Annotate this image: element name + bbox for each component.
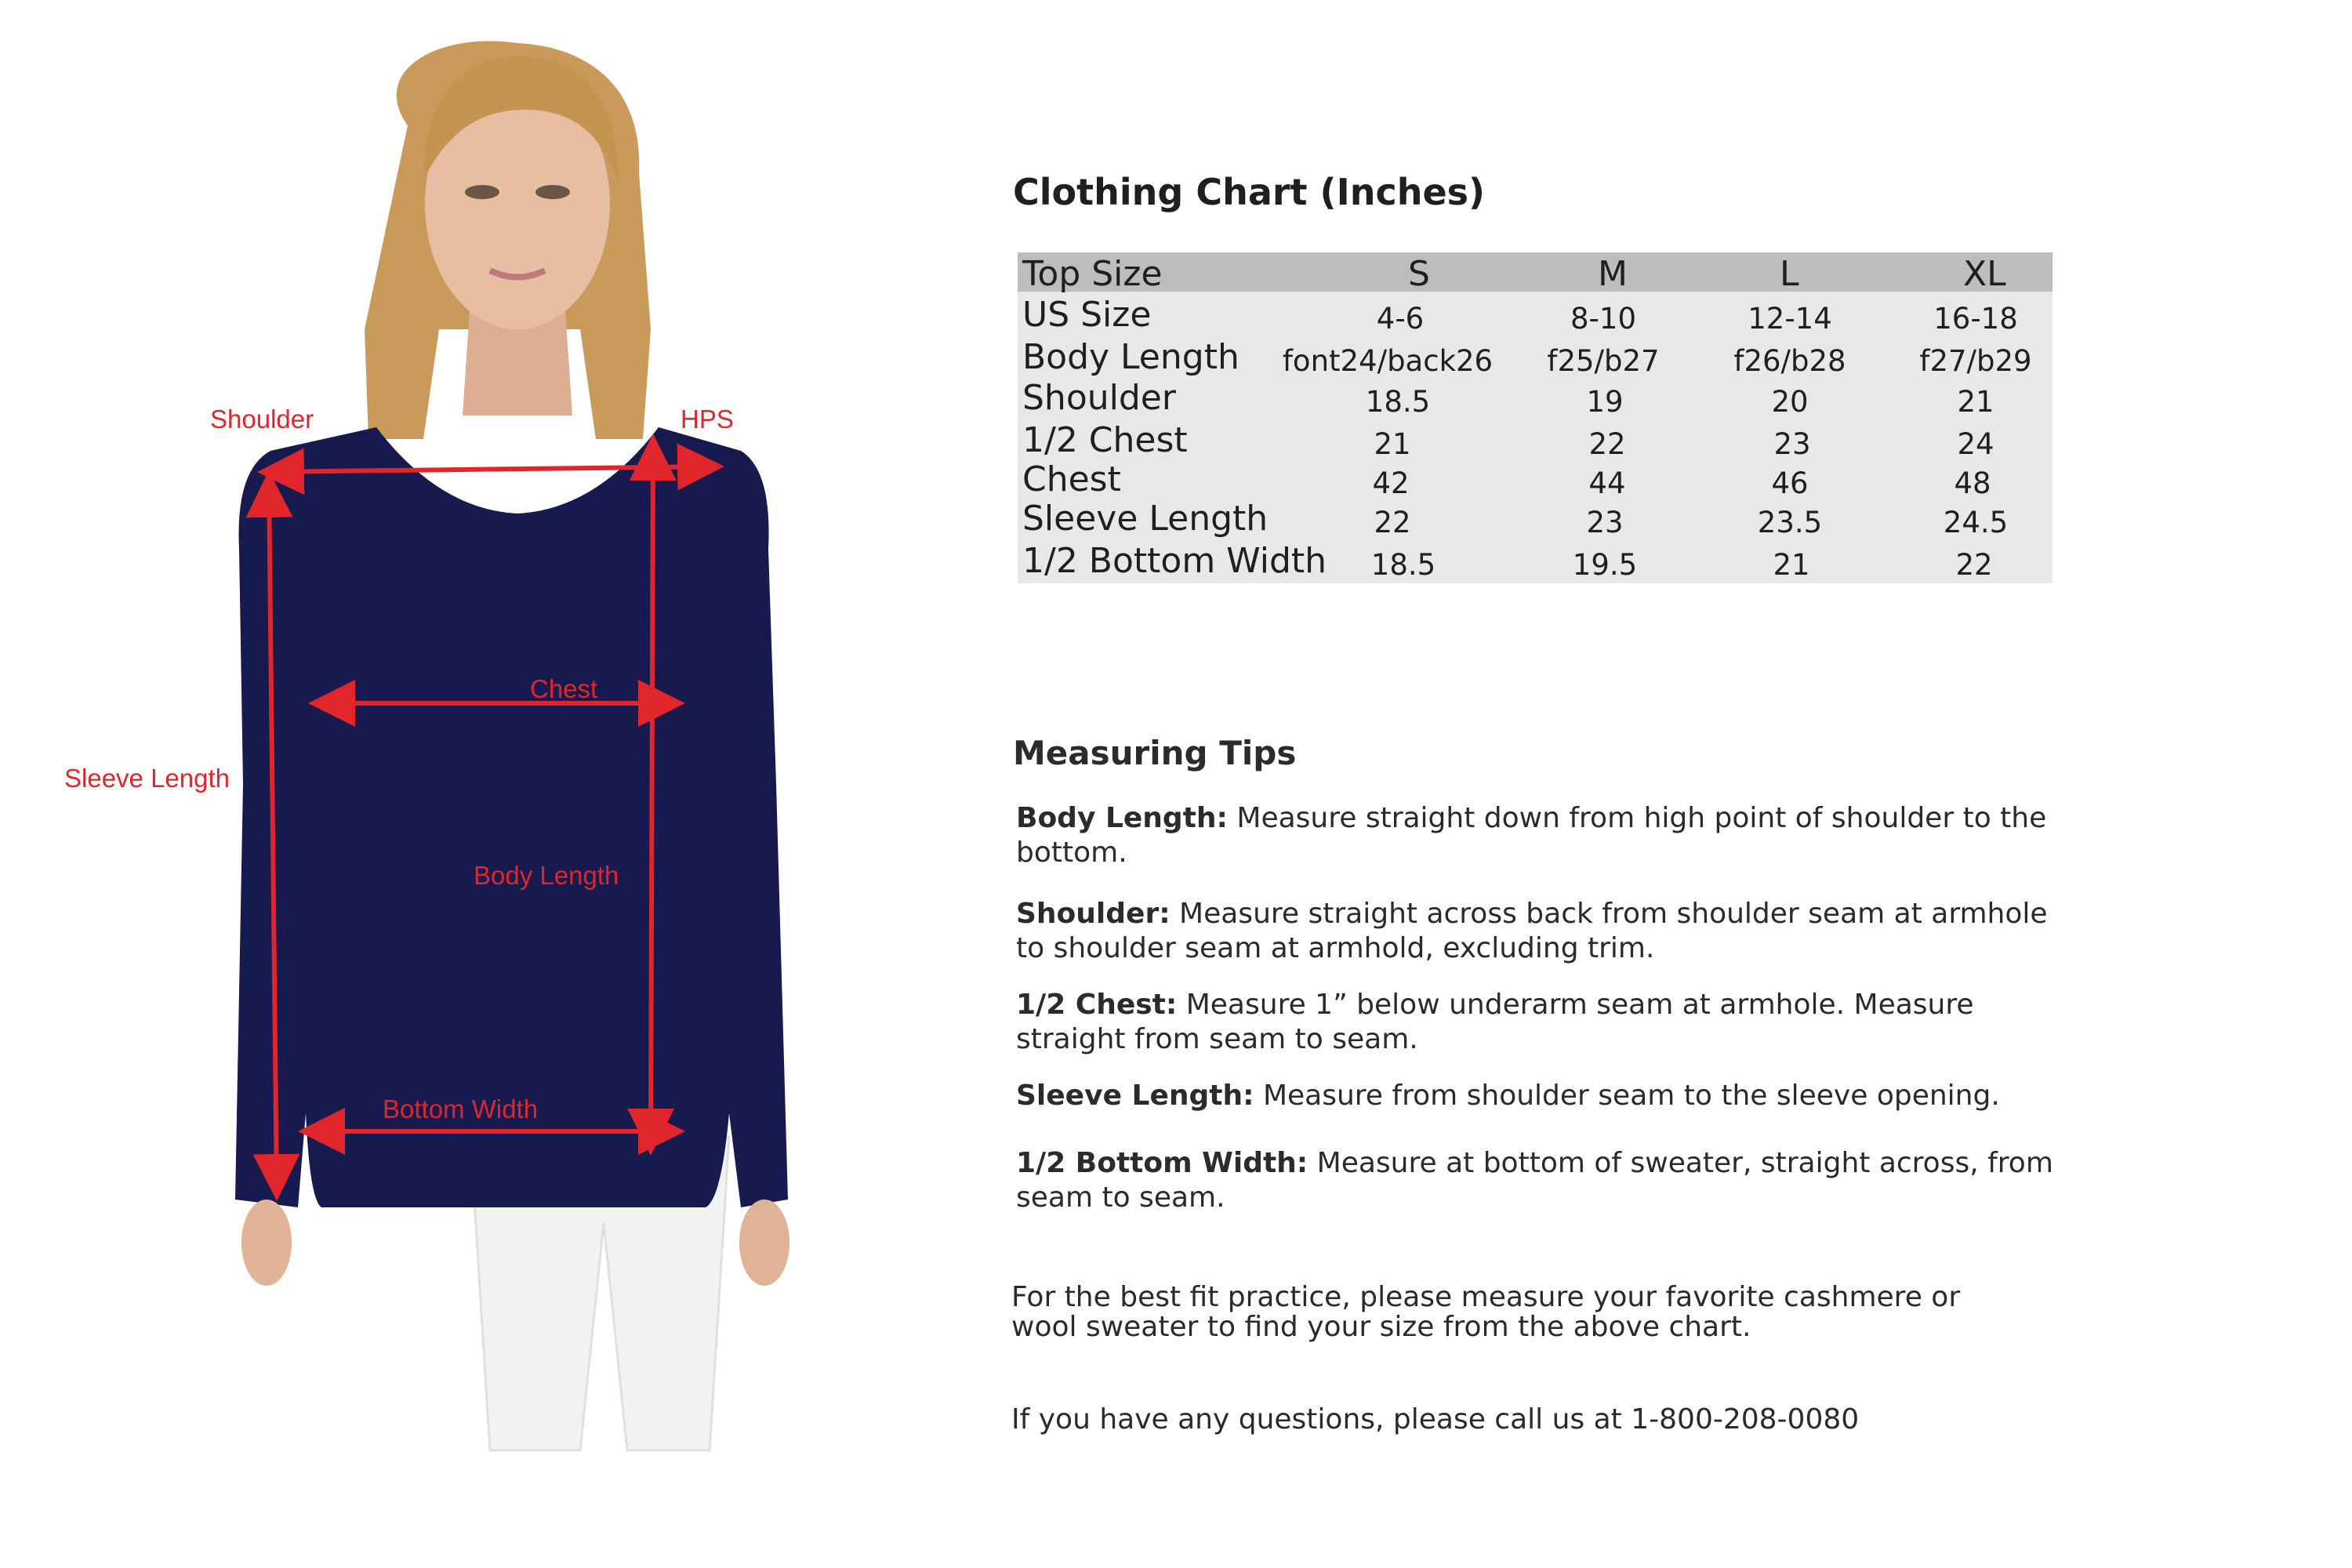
chart-title: Clothing Chart (Inches) [1013, 171, 1486, 213]
tip-term: Body Length: [1016, 802, 1228, 834]
header-top-size: Top Size [1022, 254, 1163, 294]
body-length-arrow [651, 443, 653, 1146]
tip-sleeve-length [1016, 1079, 2059, 1113]
tip-text: Measure at bottom of sweater, straight across, from seam to seam. [1016, 1147, 2053, 1214]
body-length-label: Body Length [474, 861, 619, 890]
table-cell: 19 [1586, 385, 1624, 419]
header-size-s: S [1408, 254, 1430, 294]
table-cell: 21 [1957, 385, 1994, 419]
tip-text: Measure straight across back from shoulder seam at armhole to shoulder seam at armhold, excluding trim. [1016, 898, 2048, 964]
table-cell: 22 [1955, 548, 1993, 582]
best-fit-note: For the best fit practice, please measure your favorite cashmere or wool sweater to find your size from the above chart. [1011, 1281, 1961, 1343]
row-label-body-length: Body Length [1022, 337, 1240, 377]
table-cell: 16-18 [1933, 302, 2018, 336]
table-cell: 23 [1586, 506, 1624, 539]
table-cell: 23 [1773, 427, 1811, 461]
table-cell: 44 [1588, 466, 1626, 500]
measuring-tips-title: Measuring Tips [1013, 734, 1297, 772]
row-label-half-chest: 1/2 Chest [1022, 420, 1188, 460]
table-cell: 24.5 [1943, 506, 2009, 539]
row-label-sleeve-length: Sleeve Length [1022, 499, 1269, 539]
tip-term: 1/2 Chest: [1016, 989, 1178, 1021]
header-size-m: M [1598, 254, 1628, 294]
row-label-half-bottom-width: 1/2 Bottom Width [1022, 541, 1327, 581]
header-size-xl: XL [1963, 254, 2006, 294]
tip-text: Measure straight down from high point of shoulder to the bottom. [1016, 802, 2047, 869]
tip-half-bottom-width [1016, 1146, 2059, 1215]
tip-term: 1/2 Bottom Width: [1016, 1147, 1308, 1179]
shoulder-label: Shoulder [210, 405, 314, 434]
table-cell: 18.5 [1365, 385, 1431, 419]
table-cell: 8-10 [1570, 302, 1636, 336]
sleeve-length-label: Sleeve Length [64, 764, 230, 793]
table-cell: 20 [1771, 385, 1809, 419]
table-cell: f26/b28 [1733, 344, 1846, 378]
model-illustration [0, 0, 972, 1568]
sweater [235, 427, 788, 1207]
bottom-width-label: Bottom Width [383, 1094, 539, 1123]
row-label-us-size: US Size [1022, 295, 1152, 335]
tip-shoulder [1016, 897, 2059, 966]
chest-label: Chest [530, 674, 598, 703]
tip-text: Measure 1” below underarm seam at armhole. Measure straight from seam to seam. [1016, 989, 1974, 1055]
tip-term: Sleeve Length: [1016, 1080, 1254, 1112]
tip-text: Measure from shoulder seam to the sleeve opening. [1254, 1080, 2000, 1112]
size-chart-table [1018, 252, 2053, 583]
table-cell: 18.5 [1370, 548, 1436, 582]
table-cell: 12-14 [1748, 302, 1832, 336]
table-cell: f25/b27 [1547, 344, 1660, 378]
table-cell: f27/b29 [1919, 344, 2032, 378]
hps-label: HPS [681, 405, 734, 434]
tip-half-chest [1016, 988, 2059, 1057]
table-header [1018, 252, 2053, 292]
table-cell: 21 [1374, 427, 1411, 461]
table-cell: 4-6 [1376, 302, 1425, 336]
header-size-l: L [1780, 254, 1799, 294]
table-cell: font24/back26 [1282, 344, 1494, 378]
table-cell: 42 [1372, 466, 1410, 500]
table-cell: 21 [1773, 548, 1810, 582]
row-label-shoulder: Shoulder [1022, 378, 1176, 418]
table-cell: 19.5 [1572, 548, 1638, 582]
table-cell: 48 [1954, 466, 1991, 500]
tip-body-length [1016, 801, 2059, 870]
contact-note: If you have any questions, please call us at 1-800-208-0080 [1011, 1403, 1860, 1436]
table-cell: 22 [1374, 506, 1411, 539]
table-cell: 22 [1588, 427, 1626, 461]
table-cell: 24 [1957, 427, 1994, 461]
tip-term: Shoulder: [1016, 898, 1171, 930]
row-label-chest: Chest [1022, 459, 1121, 499]
table-cell: 23.5 [1757, 506, 1823, 539]
table-cell: 46 [1771, 466, 1809, 500]
